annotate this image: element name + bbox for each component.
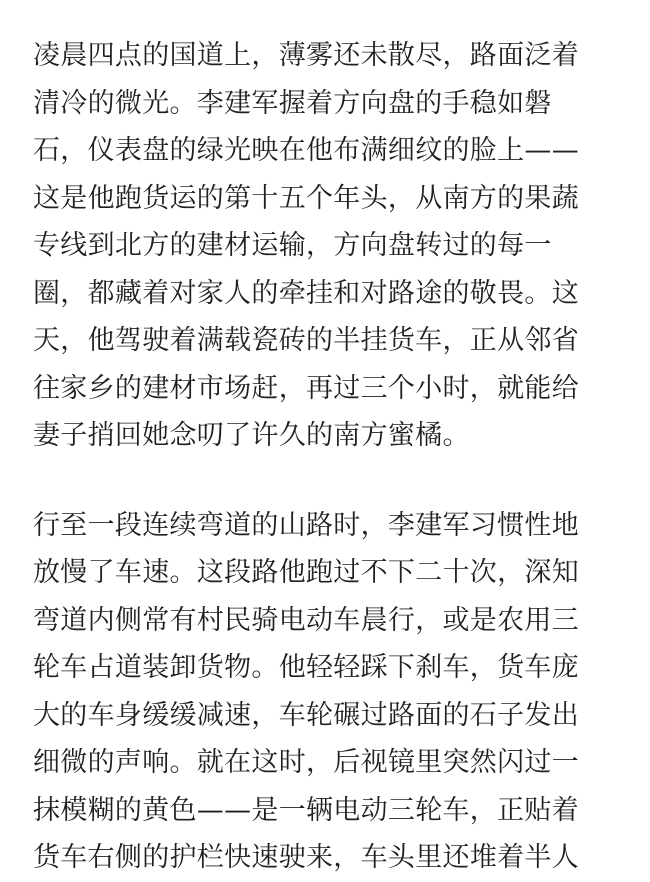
paragraph-2 (33, 502, 623, 882)
text-line: 往家乡的建材市场赶，再过三个小时，就能给 (33, 372, 579, 404)
text-line: 货车右侧的护栏快速驶来，车头里还堆着半人 (33, 842, 579, 873)
text-line: 清冷的微光。李建军握着方向盘的手稳如磐 (33, 87, 552, 119)
text-line: 妻子捎回她念叨了许久的南方蜜橘。 (33, 420, 470, 451)
text-line: 凌晨四点的国道上，薄雾还未散尽，路面泛着 (33, 40, 579, 71)
text-line: 大的车身缓缓减速，车轮碾过路面的石子发出 (33, 699, 579, 731)
text-line: 专线到北方的建材运输，方向盘转过的每一 (33, 230, 552, 261)
text-line: 天，他驾驶着满载瓷砖的半挂货车，正从邻省 (33, 325, 579, 356)
paragraph-1 (33, 32, 623, 460)
text-line: 石，仪表盘的绿光映在他布满细纹的脸上—— (33, 135, 579, 166)
text-line: 抹模糊的黄色——是一辆电动三轮车，正贴着 (33, 794, 579, 826)
text-line: 行至一段连续弯道的山路时，李建军习惯性地 (33, 509, 579, 541)
text-line: 细微的声响。就在这时，后视镜里突然闪过一 (33, 747, 579, 778)
article-body (33, 32, 623, 882)
text-line: 轮车占道装卸货物。他轻轻踩下刹车，货车庞 (33, 652, 579, 683)
text-line: 圈，都藏着对家人的牵挂和对路途的敬畏。这 (33, 277, 579, 309)
text-line: 放慢了车速。这段路他跑过不下二十次，深知 (33, 557, 579, 588)
text-line: 这是他跑货运的第十五个年头，从南方的果蔬 (33, 182, 579, 214)
text-line: 弯道内侧常有村民骑电动车晨行，或是农用三 (33, 604, 579, 636)
